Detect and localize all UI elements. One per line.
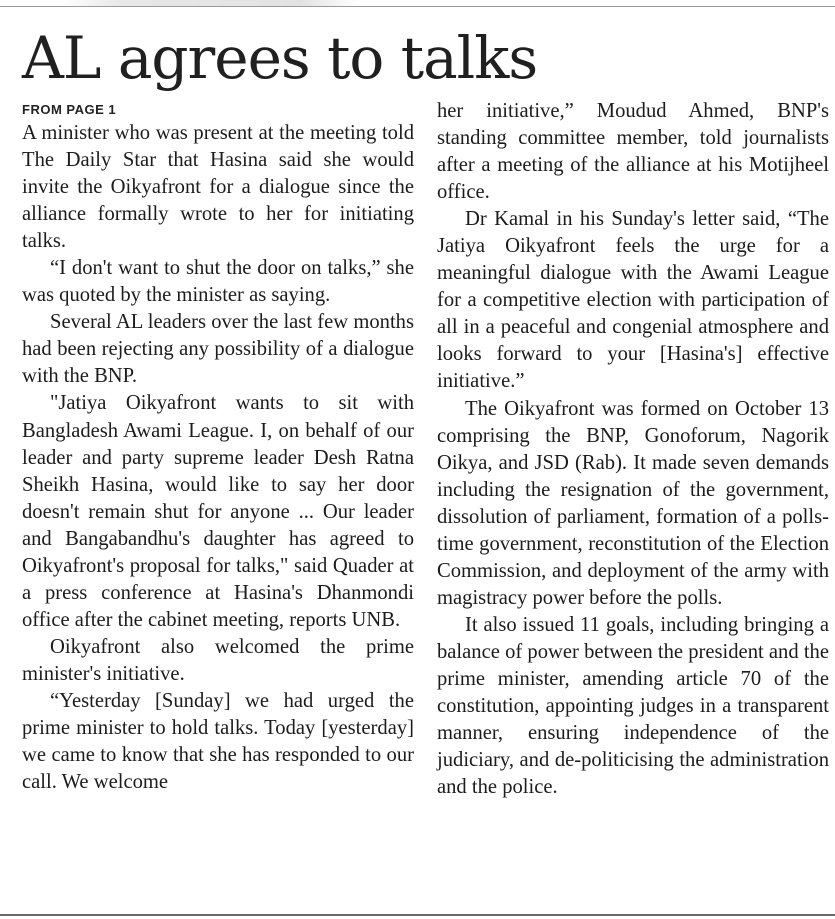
headline: AL agrees to talks [22,24,538,92]
paragraph: Several AL leaders over the last few months had been rejecting any possibility of a dialogue with the BNP. [22,311,414,388]
article-column-right [437,98,829,801]
article-column-left [22,98,414,796]
paragraph: “Yesterday [Sunday] we had urged the prime minister to hold talks. Today [yesterday] we came to know that she has responded to our call. We welcome [22,689,414,794]
paragraph: “I don't want to shut the door on talks,” she was quoted by the minister as saying. [22,257,414,307]
paragraph: Dr Kamal in his Sunday's letter said, “The Jatiya Oikyafront feels the urge for a meaningful dialogue with the Awami League for a competitive election with participation of all in a peaceful and congenial atmosphere and looks forward to your [Hasina's] effective initiative.” [437,208,829,393]
kicker: FROM PAGE 1 [22,102,117,117]
bottom-rule [0,914,835,916]
top-rule [0,6,835,7]
paragraph: It also issued 11 goals, including bringing a balance of power between the president and the prime minister, amending article 70 of the constitution, appointing judges in a transparent manner, ensuring independence of the judiciary, and de-politicising the administration and the police. [437,613,829,799]
paragraph: A minister who was present at the meeting told The Daily Star that Hasina said she would invite the Oikyafront for a dialogue since the alliance formally wrote to her for initiating talks. [22,122,414,253]
paragraph: The Oikyafront was formed on October 13 comprising the BNP, Gonoforum, Nagorik Oikya, and JSD (Rab). It made seven demands including the resignation of the government, dissolution of parliament, formation of a polls-time government, reconstitution of the Election Commission, and deployment of the army with magistracy power before the polls. [437,397,829,609]
paragraph: her initiative,” Moudud Ahmed, BNP's standing committee member, told journalists after a meeting of the alliance at his Motijheel office. [437,100,829,204]
paragraph: Oikyafront also welcomed the prime minister's initiative. [22,635,414,685]
paragraph: "Jatiya Oikyafront wants to sit with Bangladesh Awami League. I, on behalf of our leader and party supreme leader Desh Ratna Sheikh Hasina, would like to say her door doesn't remain shut for anyone ... Our leader and Bangabandhu's daughter has agreed to Oikyafront's proposal for talks," said Quader at a press conference at Hasina's Dhanmondi office after the cabinet meeting, reports UNB. [22,392,414,631]
